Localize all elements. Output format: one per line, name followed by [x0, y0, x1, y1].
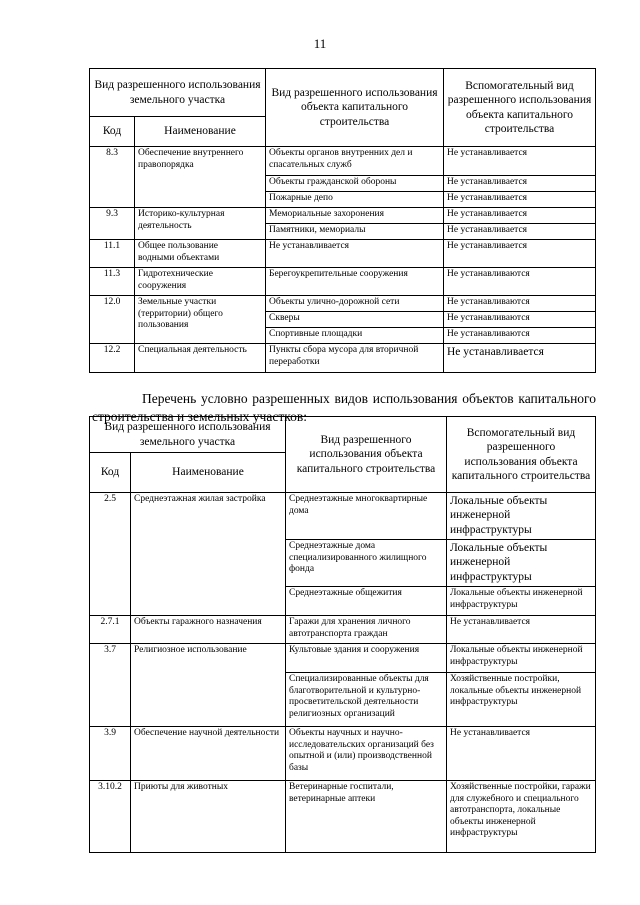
row-aux: Не устанавливаются	[444, 328, 596, 344]
row-aux: Не устанавливается	[444, 208, 596, 224]
row-aux: Не устанавливается	[444, 192, 596, 208]
table-row	[90, 296, 596, 312]
row-code: 9.3	[90, 208, 135, 240]
table-row	[90, 208, 596, 224]
row-aux: Локальные объекты инженерной инфраструктуры	[447, 644, 596, 673]
row-aux: Локальные объекты инженерной инфраструктуры	[447, 587, 596, 616]
row-aux: Не устанавливаются	[444, 312, 596, 328]
table-row	[90, 727, 596, 781]
header-code: Код	[90, 117, 135, 147]
table-row	[90, 240, 596, 268]
row-name-line: Земельные участки	[138, 297, 217, 307]
header-land-use: Вид разрешенного использования земельного участка	[90, 417, 286, 453]
table-row	[90, 781, 596, 853]
row-aux: Локальные объекты инженерной инфраструктуры	[447, 540, 596, 587]
row-capital: Берегоукрепительные сооружения	[266, 268, 444, 296]
row-name-line: пользования	[138, 320, 189, 331]
table-row	[90, 493, 596, 540]
row-capital: Пожарные депо	[266, 192, 444, 208]
row-aux: Не устанавливаются	[444, 296, 596, 312]
row-capital: Среднеэтажные многоквартирные дома	[286, 493, 447, 540]
header-capital: Вид разрешенного использования объекта капитального строительства	[286, 417, 447, 493]
row-aux: Не устанавливается	[447, 616, 596, 644]
row-capital-line: Гаражи для хранения личного	[289, 617, 411, 627]
row-name: Обеспечение внутреннего правопорядка	[135, 147, 266, 208]
row-aux: Не устанавливается	[444, 344, 596, 373]
header-auxiliary: Вспомогательный вид разрешенного использования объекта капитального строительства	[444, 69, 596, 147]
row-name: Среднеэтажная жилая застройка	[131, 493, 286, 616]
row-name-line: водными объектами	[138, 252, 220, 263]
row-code: 3.7	[90, 644, 131, 727]
row-capital: Культовые здания и сооружения	[286, 644, 447, 673]
permitted-use-table	[89, 68, 596, 373]
table-row	[90, 147, 596, 176]
header-code: Код	[90, 453, 131, 493]
table-row	[90, 644, 596, 673]
row-name	[135, 240, 266, 268]
table-row	[90, 616, 596, 644]
row-aux: Не устанавливается	[444, 147, 596, 176]
row-capital: Мемориальные захоронения	[266, 208, 444, 224]
row-capital: Пункты сбора мусора для вторичной переработки	[266, 344, 444, 373]
header-capital: Вид разрешенного использования объекта капитального строительства	[266, 69, 444, 147]
row-capital: Специализированные объекты для благотворительной и культурно-просветительской деятельности религиозных организаций	[286, 673, 447, 727]
row-name	[135, 296, 266, 344]
row-aux: Не устанавливается	[444, 240, 596, 268]
row-aux: Не устанавливается	[444, 224, 596, 240]
row-name: Религиозное использование	[131, 644, 286, 727]
page-number: 11	[313, 36, 327, 51]
row-code: 2.5	[90, 493, 131, 616]
row-code: 3.9	[90, 727, 131, 781]
row-capital: Объекты органов внутренних дел и спасательных служб	[266, 147, 444, 176]
header-name: Наименование	[131, 453, 286, 493]
conditional-uses-intro: Перечень условно разрешенных видов использования объектов капитального строительства и земельных участков:	[92, 390, 596, 424]
row-capital: Среднеэтажные дома специализированного жилищного фонда	[286, 540, 447, 587]
row-name: Историко-культурная деятельность	[135, 208, 266, 240]
row-capital: Объекты улично-дорожной сети	[266, 296, 444, 312]
row-code: 8.3	[90, 147, 135, 208]
row-name: Специальная деятельность	[135, 344, 266, 373]
row-code: 11.3	[90, 268, 135, 296]
row-capital: Не устанавливается	[266, 240, 444, 268]
row-code: 3.10.2	[90, 781, 131, 853]
row-aux: Локальные объекты инженерной инфраструктуры	[447, 493, 596, 540]
row-name: Объекты гаражного назначения	[131, 616, 286, 644]
row-aux: Не устанавливается	[444, 176, 596, 192]
row-name: Обеспечение научной деятельности	[131, 727, 286, 781]
row-capital-line: автотранспорта граждан	[289, 628, 388, 639]
row-capital: Спортивные площадки	[266, 328, 444, 344]
row-aux: Не устанавливается	[447, 727, 596, 781]
row-capital	[286, 616, 447, 644]
row-aux: Не устанавливаются	[444, 268, 596, 296]
conditional-use-table	[89, 416, 596, 853]
row-capital: Скверы	[266, 312, 444, 328]
row-code: 11.1	[90, 240, 135, 268]
row-name: Гидротехнические сооружения	[135, 268, 266, 296]
row-capital: Объекты научных и научно-исследовательских организаций без опытной и (или) производственной базы	[286, 727, 447, 781]
header-land-use: Вид разрешенного использования земельного участка	[90, 69, 266, 117]
row-aux: Хозяйственные постройки, гаражи для служебного и специального автотранспорта, локальные объекты инженерной инфраструктуры	[447, 781, 596, 853]
row-name-line: (территории) общего	[138, 308, 223, 319]
header-auxiliary: Вспомогательный вид разрешенного использования объекта капитального строительства	[447, 417, 596, 493]
row-capital: Среднеэтажные общежития	[286, 587, 447, 616]
row-code: 2.7.1	[90, 616, 131, 644]
row-code: 12.0	[90, 296, 135, 344]
table-row	[90, 344, 596, 373]
table-header-row	[90, 417, 596, 453]
row-capital: Объекты гражданской обороны	[266, 176, 444, 192]
table-row	[90, 268, 596, 296]
header-name: Наименование	[135, 117, 266, 147]
row-code: 12.2	[90, 344, 135, 373]
table-header-row	[90, 69, 596, 117]
row-aux: Хозяйственные постройки, локальные объекты инженерной инфраструктуры	[447, 673, 596, 727]
row-capital: Ветеринарные госпитали, ветеринарные аптеки	[286, 781, 447, 853]
row-capital: Памятники, мемориалы	[266, 224, 444, 240]
row-name: Приюты для животных	[131, 781, 286, 853]
row-name-line: Общее пользование	[138, 241, 219, 251]
